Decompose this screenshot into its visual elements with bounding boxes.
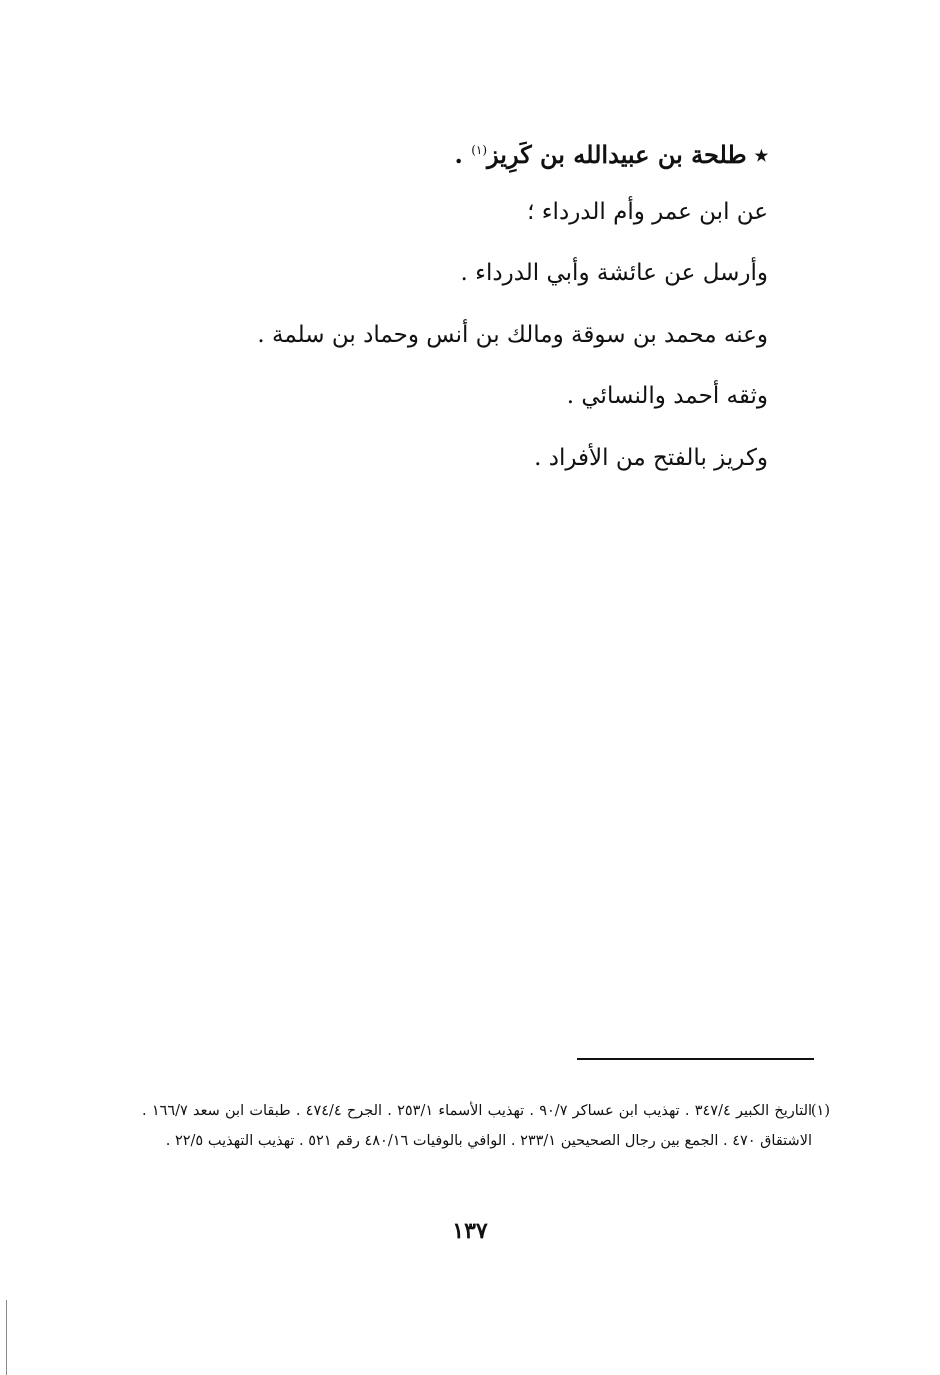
entry-line-mursal: وأرسل عن عائشة وأبي الدرداء . [460,260,768,286]
entry-heading-end: . [454,140,472,169]
footnote-reference: (١) [471,143,488,157]
scan-margin-line [6,1300,7,1375]
entry-heading [128,128,768,190]
entry-line-teachers: عن ابن عمر وأم الدرداء ؛ [527,198,768,225]
entry-line-name-note: وكريز بالفتح من الأفراد . [534,444,768,471]
entry-line-students: وعنه محمد بن سوقة ومالك بن أنس وحماد بن سلمة . [257,321,768,348]
footnote-marker: (١) [810,1103,830,1119]
footnote-text: التاريخ الكبير ٣٤٧/٤ . تهذيب ابن عساكر ٩٠/٧ . تهذيب الأسماء ٢٥٣/١ . الجرح ٤٧٤/٤ . طبقات ابن سعد ١٦٦/٧ . الاشتقاق ٤٧٠ . الجمع بين رجال الصحيحين ٢٣٣/١ . الوافي بالوفيات ٤٨٠/١٦ رقم ٥٢١ . تهذيب التهذيب ٢٢/٥ . [142,1103,813,1149]
entry-heading-text: ٭ طلحة بن عبيدالله بن كَرِيز [487,140,768,169]
entry-body [128,128,768,497]
page-number: ١٣٧ [452,1218,488,1244]
entry-line-grading: وثقه أحمد والنسائي . [566,383,768,409]
footnote-separator [577,1058,814,1060]
